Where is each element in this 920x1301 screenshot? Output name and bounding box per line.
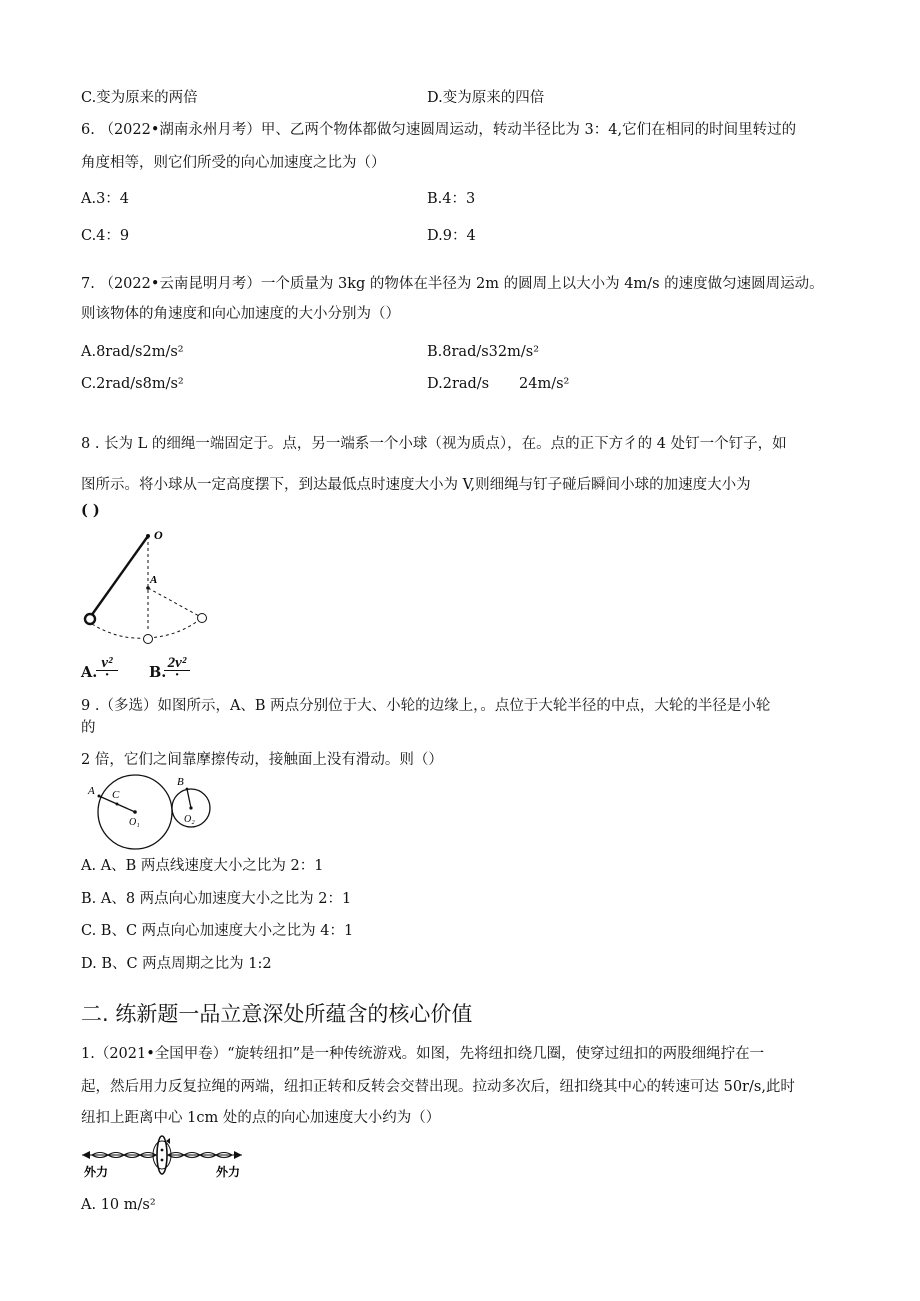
q8-option-b-numerator: 2v² — [167, 655, 187, 671]
right-force-label: 外力 — [216, 1165, 241, 1179]
q6-option-b: B.4：3 — [427, 191, 476, 207]
section-2-heading: 二. 练新题一品立意深处所蕴含的核心价值 — [81, 1002, 473, 1026]
q9-stem-line2: 的 — [81, 720, 96, 736]
swing-arc-lower — [92, 624, 146, 638]
q9-option-c: C. B、C 两点向心加速度大小之比为 4：1 — [81, 923, 354, 939]
ball-bottom — [144, 635, 153, 644]
q8-answer-bracket: ( ) — [81, 502, 100, 519]
left-force-label: 外力 — [84, 1165, 109, 1179]
q8-option-a-numerator: v² — [101, 655, 113, 671]
q8-option-a-fraction — [96, 655, 118, 683]
point-c-dot — [116, 803, 119, 806]
point-a-dot — [98, 795, 101, 798]
q7-option-b: B.8rad/s32m/s² — [427, 344, 540, 360]
q8-pendulum-figure — [78, 528, 223, 656]
q5-option-d: D.变为原来的四倍 — [427, 90, 545, 106]
string-line — [91, 536, 148, 616]
point-b-dot — [186, 788, 189, 791]
after-nail-string — [148, 588, 199, 616]
q8-option-a-denominator: · — [96, 670, 118, 679]
center-o2-dot — [189, 806, 192, 809]
right-arrow-icon — [234, 1151, 242, 1159]
q6-option-d: D.9：4 — [427, 228, 476, 244]
q7-option-a: A.8rad/s2m/s² — [81, 344, 184, 360]
button-hole-bottom — [161, 1159, 164, 1162]
label-a: A — [88, 785, 95, 797]
q6-option-a: A.3：4 — [81, 191, 130, 207]
q6-stem-line1: 6. （2022•湖南永州月考）甲、乙两个物体都做匀速圆周运动，转动半径比为 3：4,它们在相同的时间里转过的 — [81, 122, 797, 138]
s2q1-stem-line2: 起，然后用力反复拉绳的两端，纽扣正转和反转会交替出现。拉动多次后，纽扣绕其中心的转速可达 50r/s,此时 — [81, 1079, 795, 1095]
q7-stem-line1: 7. （2022•云南昆明月考）一个质量为 3kg 的物体在半径为 2m 的圆周上以大小为 4m/s 的速度做匀速圆周运动。 — [81, 276, 824, 292]
small-wheel-radius — [187, 789, 191, 808]
s2q1-button-figure — [80, 1133, 245, 1181]
q8-stem-line2: 图所示。将小球从一定高度摆下，到达最低点时速度大小为 V,则细绳与钉子碰后瞬间小球的加速度大小为 — [81, 477, 751, 493]
q7-option-c: C.2rad/s8m/s² — [81, 376, 184, 392]
label-b: B — [177, 776, 184, 788]
q5-option-c: C.变为原来的两倍 — [81, 90, 198, 106]
label-o: O — [154, 528, 163, 542]
q8-option-a-prefix: A. — [81, 664, 98, 681]
q9-option-a: A. A、B 两点线速度大小之比为 2：1 — [81, 858, 324, 874]
s2q1-option-a: A. 10 m/s² — [81, 1197, 156, 1213]
q9-stem-line3: 2 倍，它们之间靠摩擦传动，接触面上没有滑动。则（） — [81, 752, 443, 768]
swing-arc-right — [148, 620, 199, 638]
q9-stem-line1: 9 .（多选）如图所示，A、B 两点分别位于大、小轮的边缘上，。点位于大轮半径的中点，大轮的半径是小轮 — [81, 698, 771, 714]
label-o2: O₂ — [184, 814, 195, 825]
q8-option-b-prefix: B. — [149, 664, 167, 681]
ball-right — [198, 614, 207, 623]
ball-start — [85, 614, 95, 624]
q8-stem-line1: 8 . 长为 L 的细绳一端固定于。点，另一端系一个小球（视为质点），在。点的正下方彳的 4 处钉一个钉子，如 — [81, 436, 787, 452]
q7-stem-line2: 则该物体的角速度和向心加速度的大小分别为（） — [81, 306, 400, 322]
q6-stem-line2: 角度相等，则它们所受的向心加速度之比为（） — [81, 155, 386, 171]
button-hole-top — [161, 1149, 164, 1152]
label-a: A — [150, 574, 158, 586]
q8-option-b-fraction — [164, 655, 190, 683]
q7-option-d-angular: D.2rad/s — [427, 376, 490, 392]
q8-option-b-denominator: · — [164, 670, 190, 679]
q9-option-d: D. B、C 两点周期之比为 1:2 — [81, 956, 272, 972]
label-c: C — [112, 789, 120, 801]
q6-option-c: C.4：9 — [81, 228, 130, 244]
label-o1: O₁ — [129, 817, 140, 828]
center-o1-dot — [133, 810, 137, 814]
s2q1-stem-line1: 1.（2021•全国甲卷）“旋转纽扣”是一种传统游戏。如图，先将纽扣绕几圈，使穿过纽扣的两股细绳拧在一 — [81, 1046, 765, 1062]
s2q1-stem-line3: 纽扣上距离中心 1cm 处的点的向心加速度大小约为（） — [81, 1110, 441, 1126]
q9-option-b: B. A、8 两点向心加速度大小之比为 2：1 — [81, 891, 352, 907]
q7-option-d-accel: 24m/s² — [519, 376, 570, 392]
q9-wheels-figure — [80, 772, 220, 852]
left-arrow-icon — [82, 1151, 90, 1159]
